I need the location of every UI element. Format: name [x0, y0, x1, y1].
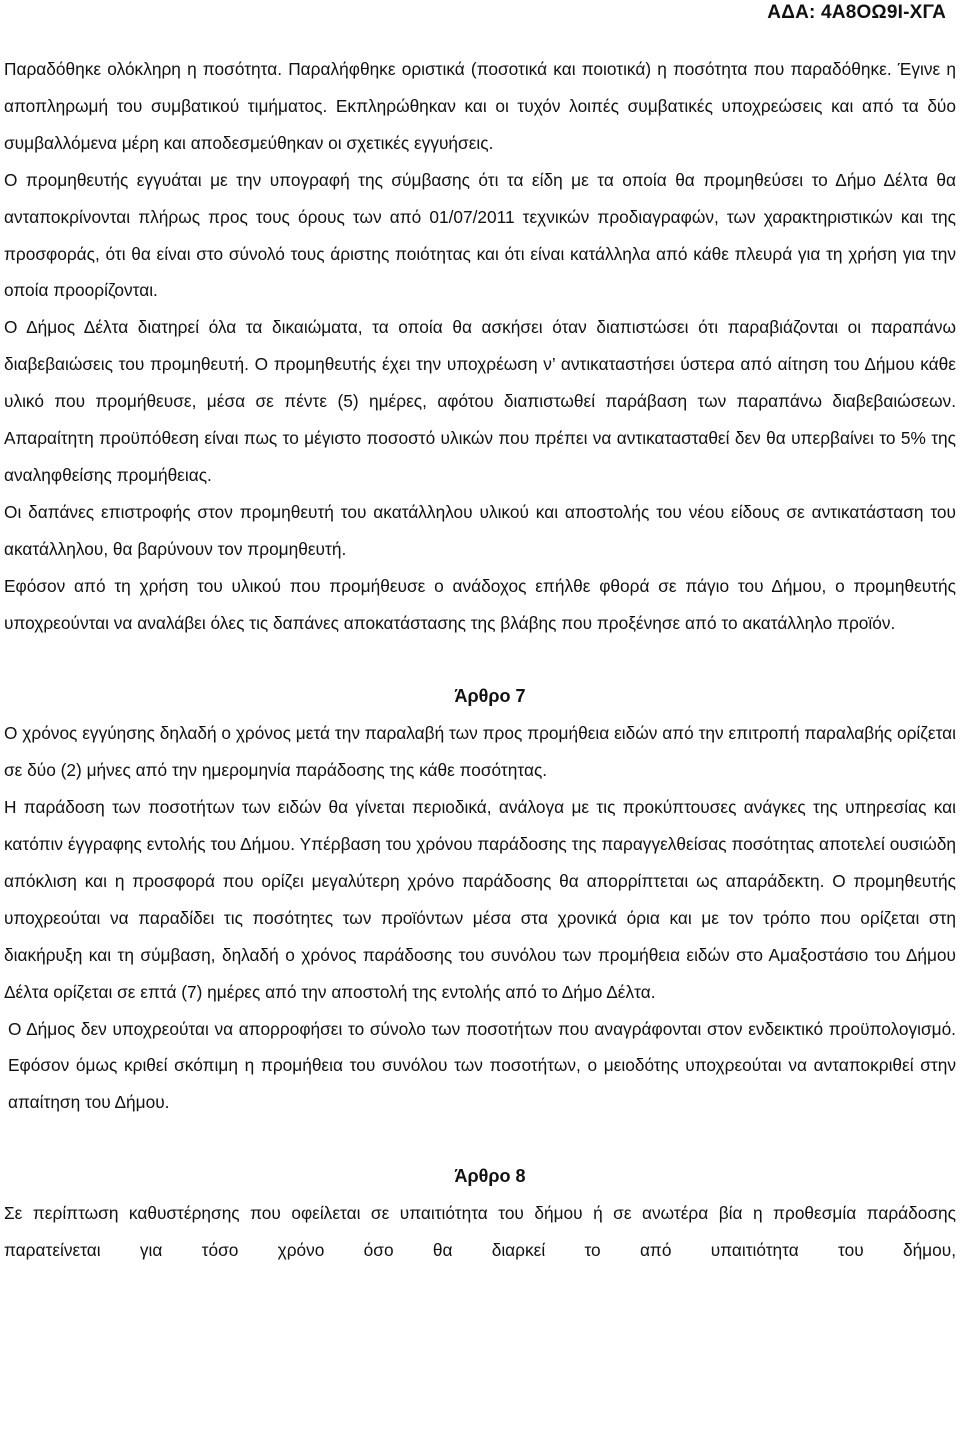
paragraph-damage-liability: Εφόσον από τη χρήση του υλικού που προμήθευσε ο ανάδοχος επήλθε φθορά σε πάγιο του Δήμου, ο προμηθευτής υποχρεούνται να αναλάβει όλες τις δαπάνες αποκατάστασης της βλάβης που προξένησε από το ακατάλληλο προϊόν. [4, 575, 956, 633]
paragraph-quantities-absorption: Ο Δήμος δεν υποχρεούται να απορροφήσει το σύνολο των ποσοτήτων που αναγράφονται στον ενδεικτικό προϋπολογισμό. Εφόσον όμως κριθεί σκόπιμη η προμήθεια του συνόλου των ποσοτήτων, ο μειοδότης υποχρεούται να ανταποκριθεί στην απαίτηση του Δήμου. [8, 1018, 956, 1113]
paragraph-municipality-rights: Ο Δήμος Δέλτα διατηρεί όλα τα δικαιώματα, τα οποία θα ασκήσει όταν διαπιστώσει ότι παραβιάζονται οι παραπάνω διαβεβαιώσεις του προμηθευτή. Ο προμηθευτής έχει την υποχρέωση ν’ αντικαταστήσει ύστερα από αίτηση του Δήμου κάθε υλικό που προμήθευσε, μέσα σε πέντε (5) ημέρες, αφότου διαπιστωθεί παράβαση των παραπάνω διαβεβαιώσεων. Απαραίτητη προϋπόθεση είναι πως το μέγιστο ποσοστό υλικών που πρέπει να αντικατασταθεί δεν θα υπερβαίνει το 5% της αναληφθείσης προμήθειας. [4, 317, 956, 485]
paragraph-warranty-period: Ο χρόνος εγγύησης δηλαδή ο χρόνος μετά την παραλαβή των προς προμήθεια ειδών από την επιτροπή παραλαβής ορίζεται σε δύο (2) μήνες από την ημερομηνία παράδοσης της κάθε ποσότητας. [4, 723, 956, 781]
document-body [4, 51, 956, 1269]
paragraph-delivery-schedule: Η παράδοση των ποσοτήτων των ειδών θα γίνεται περιοδικά, ανάλογα με τις προκύπτουσες ανάγκες της υπηρεσίας και κατόπιν έγγραφης εντολής του Δήμου. Υπέρβαση του χρόνου παράδοσης της παραγγελθείσας ποσότητας αποτελεί ουσιώδη απόκλιση και η προσφορά που ορίζει μεγαλύτερη χρόνο παράδοσης θα απορρίπτεται ως απαράδεκτη. Ο προμηθευτής υποχρεούται να παραδίδει τις ποσότητες των προϊόντων μέσα στα χρονικά όρια και με τον τρόπο που ορίζεται στη διακήρυξη και τη σύμβαση, δηλαδή ο χρόνος παράδοσης του συνόλου των προμήθεια ειδών στο Αμαξοστάσιο του Δήμου Δέλτα ορίζεται σε επτά (7) ημέρες από την αποστολή της εντολής από το Δήμο Δέλτα. [4, 797, 956, 1002]
paragraph-delivery-conditions: Παραδόθηκε ολόκληρη η ποσότητα. Παραλήφθηκε οριστικά (ποσοτικά και ποιοτικά) η ποσότητα που παραδόθηκε. Έγινε η αποπληρωμή του συμβατικού τιμήματος. Εκπληρώθηκαν και οι τυχόν λοιπές συμβατικές υποχρεώσεις και από τα δύο συμβαλλόμενα μέρη και αποδεσμεύθηκαν οι σχετικές εγγυήσεις. [4, 59, 956, 153]
spacer [4, 1121, 956, 1158]
article-8-heading: Άρθρο 8 [454, 1166, 526, 1187]
spacer [4, 642, 956, 679]
paragraph-supplier-guarantee: Ο προμηθευτής εγγυάται με την υπογραφή της σύμβασης ότι τα είδη με τα οποία θα προμηθεύσει το Δήμο Δέλτα θα ανταποκρίνονται πλήρως προς τους όρους των από 01/07/2011 τεχνικών προδιαγραφών, των χαρακτηριστικών και της προσφοράς, ότι θα είναι στο σύνολό τους άριστης ποιότητας και ότι είναι κατάλληλα από κάθε πλευρά για τη χρήση για την οποία προορίζονται. [4, 169, 956, 301]
article-7-heading: Άρθρο 7 [454, 686, 526, 707]
paragraph-delay-extension: Σε περίπτωση καθυστέρησης που οφείλεται σε υπαιτιότητα του δήμου ή σε ανωτέρα βία η προθεσμία παράδοσης παρατείνεται για τόσο χρόνο όσο θα διαρκεί το από υπαιτιότητα του δήμου, [4, 1203, 956, 1260]
paragraph-return-costs: Οι δαπάνες επιστροφής στον προμηθευτή του ακατάλληλου υλικού και αποστολής του νέου είδους σε αντικατάσταση του ακατάλληλου, θα βαρύνουν τον προμηθευτή. [4, 501, 956, 559]
ada-code: ΑΔΑ: 4Α8ΟΩ9Ι-ΧΓΑ [767, 2, 946, 23]
